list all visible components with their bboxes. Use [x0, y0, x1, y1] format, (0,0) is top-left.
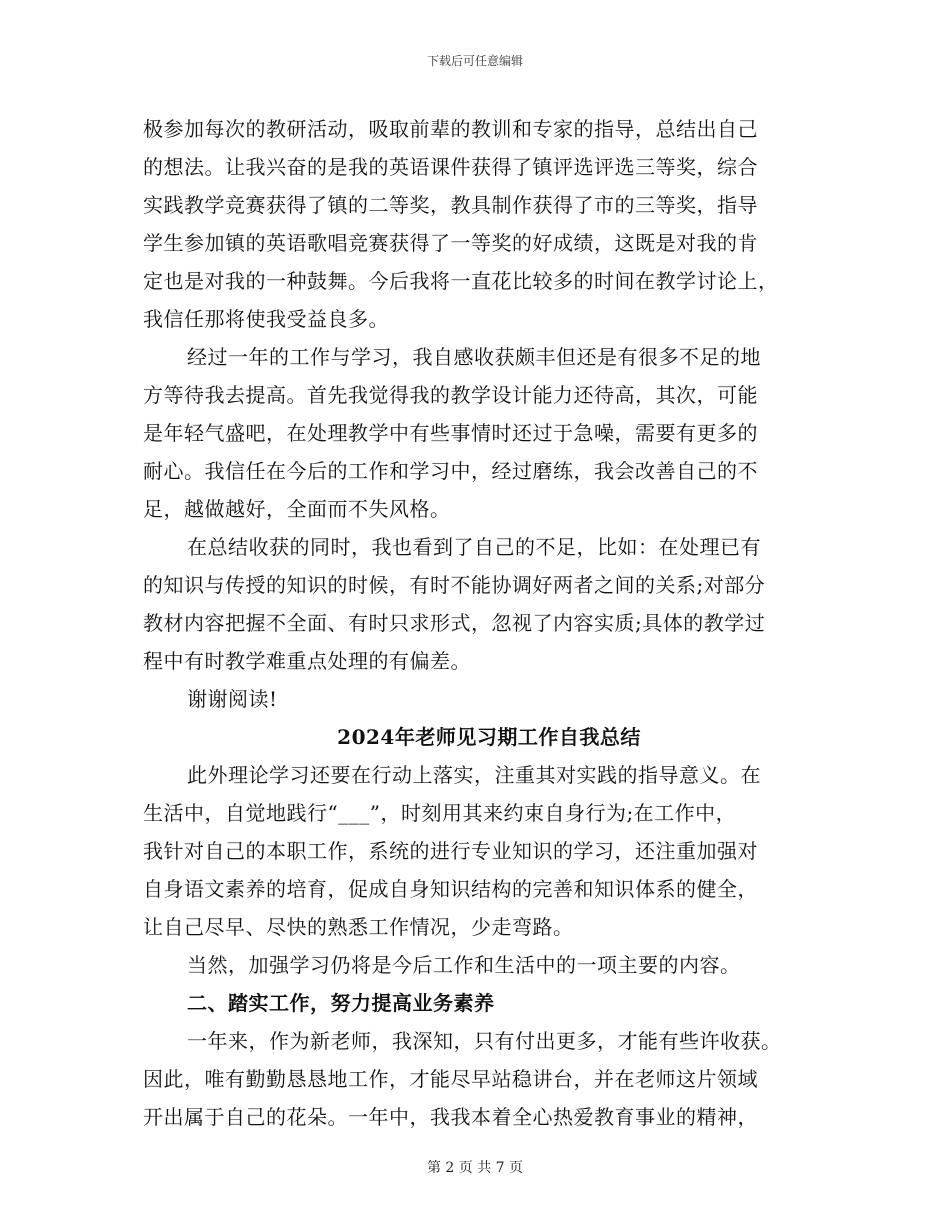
paragraph-start-line: 一年来，作为新老师，我深知，只有付出更多，才能有些许收获。	[187, 1029, 782, 1053]
body-line: 程中有时教学难重点处理的有偏差。	[143, 649, 471, 673]
section-heading: 二、踏实工作，努力提高业务素养	[187, 991, 495, 1015]
body-line: 我针对自己的本职工作，系统的进行专业知识的学习，还注重加强对	[143, 839, 758, 863]
body-line: 自身语文素养的培育，促成自身知识结构的完善和知识体系的健全，	[143, 877, 758, 901]
body-line: 定也是对我的一种鼓舞。今后我将一直花比较多的时间在教学讨论上，	[143, 269, 779, 293]
paragraph-start-line: 此外理论学习还要在行动上落实，注重其对实践的指导意义。在	[187, 763, 761, 787]
body-line: 生活中，自觉地践行“___”，时刻用其来约束自身行为;在工作中，	[143, 801, 737, 825]
body-line: 方等待我去提高。首先我觉得我的教学设计能力还待高，其次，可能	[143, 383, 758, 407]
paragraph-start-line: 当然，加强学习仍将是今后工作和生活中的一项主要的内容。	[187, 953, 741, 977]
body-line: 足，越做越好，全面而不失风格。	[143, 497, 451, 521]
body-line: 学生参加镇的英语歌唱竞赛获得了一等奖的好成绩，这既是对我的肯	[143, 231, 758, 255]
thanks-line: 谢谢阅读!	[187, 687, 278, 711]
body-line: 教材内容把握不全面、有时只求形式，忽视了内容实质;具体的教学过	[143, 611, 766, 635]
body-line: 的想法。让我兴奋的是我的英语课件获得了镇评选评选三等奖，综合	[143, 155, 758, 179]
body-line: 让自己尽早、尽快的熟悉工作情况，少走弯路。	[143, 915, 574, 939]
body-line: 是年轻气盛吧，在处理教学中有些事情时还过于急噪，需要有更多的	[143, 421, 758, 445]
body-line: 耐心。我信任在今后的工作和学习中，经过磨练，我会改善自己的不	[143, 459, 758, 483]
page-header: 下载后可任意编辑	[426, 54, 523, 68]
section-title: 2024年老师见习期工作自我总结	[337, 725, 641, 749]
page-number-footer: 第 2 页 共 7 页	[426, 1160, 524, 1176]
body-line: 我信任那将使我受益良多。	[143, 307, 389, 331]
body-line: 实践教学竞赛获得了镇的二等奖，教具制作获得了市的三等奖，指导	[143, 193, 758, 217]
paragraph-start-line: 在总结收获的同时，我也看到了自己的不足，比如：在处理已有	[187, 535, 761, 559]
document-body	[143, 110, 811, 1136]
body-line: 极参加每次的教研活动，吸取前辈的教训和专家的指导，总结出自己	[143, 117, 758, 141]
paragraph-start-line: 经过一年的工作与学习，我自感收获颇丰但还是有很多不足的地	[187, 345, 761, 369]
body-line: 的知识与传授的知识的时候，有时不能协调好两者之间的关系;对部分	[143, 573, 766, 597]
body-line: 开出属于自己的花朵。一年中，我我本着全心热爱教育事业的精神，	[143, 1105, 758, 1129]
body-line: 因此，唯有勤勤恳恳地工作，才能尽早站稳讲台，并在老师这片领域	[143, 1067, 758, 1091]
